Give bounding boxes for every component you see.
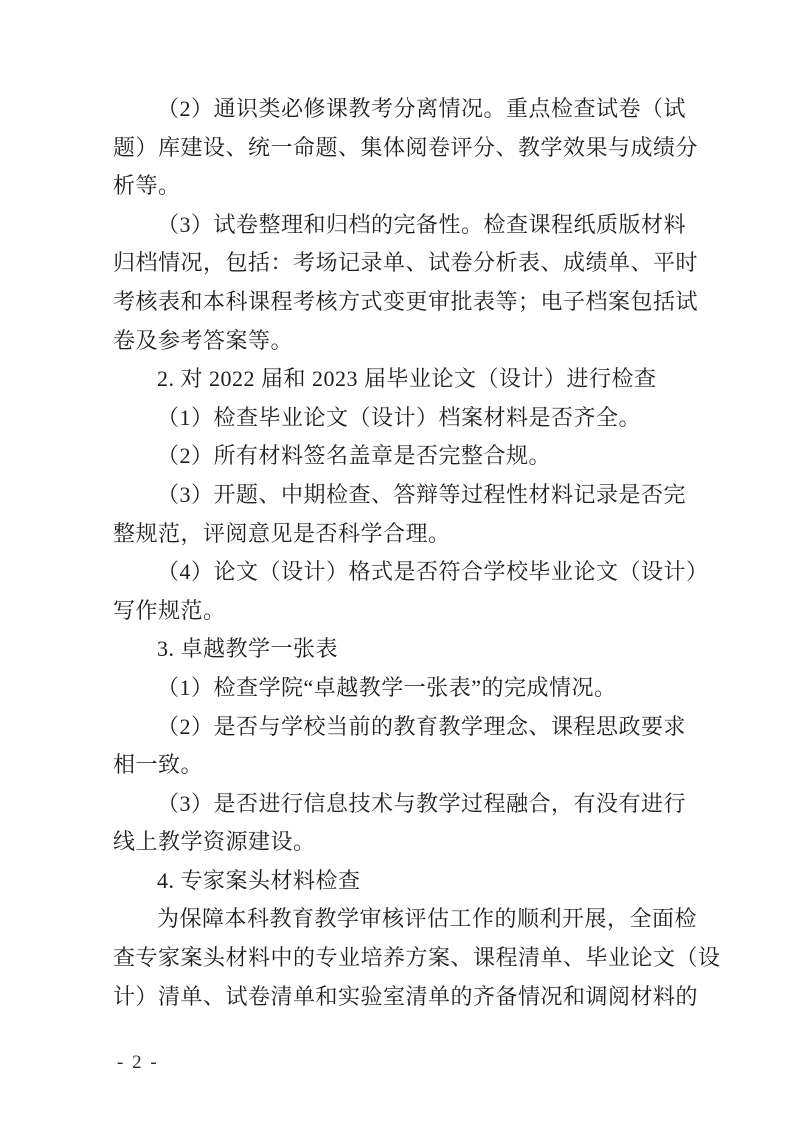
page-number: - 2 - xyxy=(117,1052,159,1073)
text-line: （1）检查毕业论文（设计）档案材料是否齐全。 xyxy=(157,404,642,430)
text-line: 题）库建设、统一命题、集体阅卷评分、教学效果与成绩分 xyxy=(113,134,699,160)
text-line: 写作规范。 xyxy=(113,597,226,623)
text-line: （2）是否与学校当前的教育教学理念、课程思政要求 xyxy=(157,713,687,739)
paragraph-teaching-item-2 xyxy=(113,708,701,785)
section-heading-thesis-check xyxy=(113,360,701,399)
text-line: 析等。 xyxy=(113,173,181,199)
paragraph-teaching-item-1 xyxy=(113,669,701,708)
text-line: 3. 卓越教学一张表 xyxy=(157,636,339,662)
text-line: （1）检查学院“卓越教学一张表”的完成情况。 xyxy=(157,674,617,700)
text-line: （3）试卷整理和归档的完备性。检查课程纸质版材料 xyxy=(157,211,687,237)
paragraph-thesis-item-2 xyxy=(113,437,701,476)
text-line: （3）是否进行信息技术与教学过程融合，有没有进行 xyxy=(157,790,687,816)
paragraph-thesis-item-1 xyxy=(113,399,701,438)
text-line: （4）论文（设计）格式是否符合学校毕业论文（设计） xyxy=(157,559,709,585)
text-line: （3）开题、中期检查、答辩等过程性材料记录是否完 xyxy=(157,481,687,507)
document-body xyxy=(113,90,721,1016)
text-line: 卷及参考答案等。 xyxy=(113,327,294,353)
text-line: 2. 对 2022 届和 2023 届毕业论文（设计）进行检查 xyxy=(157,366,657,392)
paragraph-teaching-item-3 xyxy=(113,785,701,862)
paragraph-expert-materials-body xyxy=(113,900,721,1016)
text-line: 相一致。 xyxy=(113,752,204,778)
paragraph-exam-separation xyxy=(113,90,701,206)
text-line: 为保障本科教育教学审核评估工作的顺利开展，全面检 xyxy=(157,906,698,932)
text-line: 考核表和本科课程考核方式变更审批表等；电子档案包括试 xyxy=(113,288,699,314)
section-heading-expert-desk-materials xyxy=(113,862,701,901)
section-heading-excellent-teaching xyxy=(113,630,701,669)
text-line: 计）清单、试卷清单和实验室清单的齐备情况和调阅材料的 xyxy=(113,983,699,1009)
text-line: （2）通识类必修课教考分离情况。重点检查试卷（试 xyxy=(157,96,687,121)
text-line: 线上教学资源建设。 xyxy=(113,829,316,855)
paragraph-thesis-item-3 xyxy=(113,476,701,553)
text-line: 查专家案头材料中的专业培养方案、课程清单、毕业论文（设 xyxy=(113,945,721,971)
paragraph-archive-completeness xyxy=(113,206,701,360)
text-line: 归档情况，包括：考场记录单、试卷分析表、成绩单、平时 xyxy=(113,250,699,276)
paragraph-thesis-item-4 xyxy=(113,553,709,630)
text-line: 4. 专家案头材料检查 xyxy=(157,867,361,893)
text-line: 整规范，评阅意见是否科学合理。 xyxy=(113,520,451,546)
text-line: （2）所有材料签名盖章是否完整合规。 xyxy=(157,443,552,469)
